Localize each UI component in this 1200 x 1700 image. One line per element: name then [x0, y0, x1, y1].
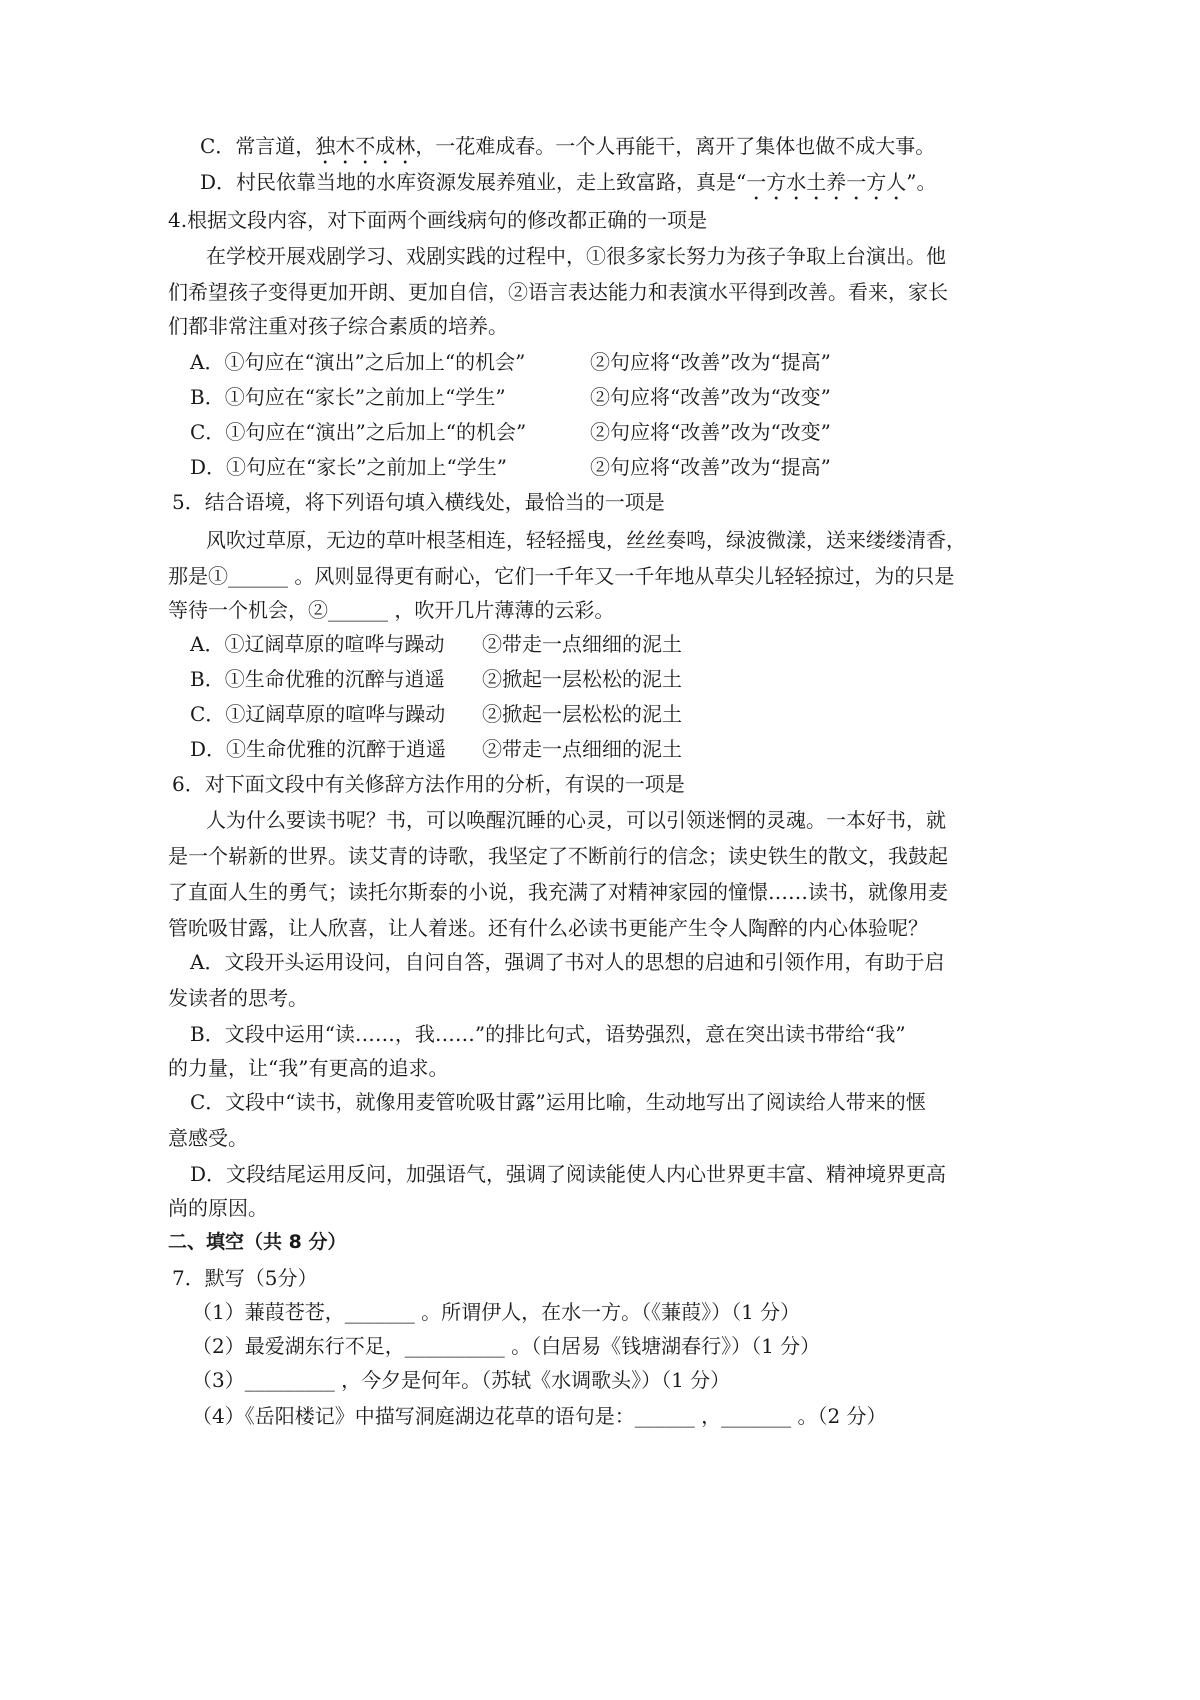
q6-option-b-line2: 的力量，让“我”有更高的追求。: [168, 1056, 449, 1080]
option-label: D．: [190, 737, 227, 761]
option-part-2: ②句应将“改善”改为“改变”: [590, 420, 831, 444]
q4-option-c: [190, 418, 831, 446]
q4-passage-line: 们都非常注重对孩子综合素质的培养。: [168, 314, 508, 338]
q6-passage-line: 管吮吸甘露，让人欣喜，让人着迷。还有什么必读书更能产生令人陶醉的内心体验呢？: [168, 916, 928, 940]
option-label: D．: [190, 455, 227, 479]
question-4-stem: 4.根据文段内容，对下面两个画线病句的修改都正确的一项是: [168, 208, 708, 232]
option-text: 常言道，: [235, 134, 316, 158]
q4-option-d: [190, 453, 831, 481]
option-label: C．: [200, 134, 236, 158]
q3-option-c: [200, 132, 935, 169]
q6-option-a-line1: A．文段开头运用设问，自问自答，强调了书对人的思想的启迪和引领作用，有助于启: [190, 950, 945, 974]
option-part-1: ①句应在“演出”之后加上“的机会”: [225, 420, 527, 444]
option-part-1: ①辽阔草原的喧哗与躁动: [225, 702, 446, 726]
option-part-1: ①句应在“家长”之前加上“学生”: [224, 385, 506, 409]
q6-option-c-line1: C．文段中“读书，就像用麦管吮吸甘露”运用比喻，生动地写出了阅读给人带来的惬: [190, 1090, 926, 1114]
option-part-2: ②带走一点细细的泥土: [482, 632, 682, 656]
option-part-1: ①辽阔草原的喧哗与躁动: [224, 632, 445, 656]
q6-passage-line: 人为什么要读书呢？书，可以唤醒沉睡的心灵，可以引领迷惘的灵魂。一本好书，就: [206, 808, 946, 832]
option-label: B．: [190, 667, 225, 691]
option-part-2: ②句应将“改善”改为“提高”: [590, 455, 831, 479]
q6-passage-line: 是一个崭新的世界。读艾青的诗歌，我坚定了不断前行的信念；读史铁生的散文，我鼓起: [168, 844, 948, 868]
option-text: ，一花难成春。一个人再能干，离开了集体也做不成大事。: [415, 134, 936, 158]
option-part-2: ②掀起一层松松的泥土: [482, 667, 682, 691]
q6-option-a-line2: 发读者的思考。: [168, 986, 308, 1010]
q5-option-c: [190, 700, 682, 728]
question-6-stem: 6．对下面文段中有关修辞方法作用的分析，有误的一项是: [172, 772, 685, 796]
q7-item: （1）蒹葭苍苍，_______ 。所谓伊人，在水一方。（《蒹葭》）（1 分）: [192, 1300, 801, 1324]
q4-passage-line: 们希望孩子变得更加开朗、更加自信，②语言表达能力和表演水平得到改善。看来，家长: [168, 280, 948, 304]
option-label: A．: [190, 350, 225, 374]
option-part-2: ②句应将“改善”改为“改变”: [590, 385, 831, 409]
option-text: ”。: [906, 170, 937, 194]
question-7-stem: 7．默写（5分）: [172, 1266, 318, 1290]
q7-item: （3）_________ ，今夕是何年。（苏轼《水调歌头》）（1 分）: [192, 1368, 731, 1392]
q5-option-d: [190, 735, 682, 763]
q6-option-c-line2: 意感受。: [168, 1126, 248, 1150]
option-part-2: ②掀起一层松松的泥土: [482, 702, 682, 726]
q5-option-a: [190, 630, 682, 658]
q4-passage-line: 在学校开展戏剧学习、戏剧实践的过程中，①很多家长努力为孩子争取上台演出。他: [206, 244, 946, 268]
option-part-1: ①句应在“演出”之后加上“的机会”: [224, 350, 526, 374]
option-part-1: ①生命优雅的沉醉于逍遥: [226, 737, 447, 761]
option-part-1: ①句应在“家长”之前加上“学生”: [226, 455, 507, 479]
option-label: B．: [190, 385, 225, 409]
q6-option-b-line1: B．文段中运用“读……，我……”的排比句式，语势强烈，意在突出读书带给“我”: [190, 1022, 906, 1046]
question-5-stem: 5．结合语境，将下列语句填入横线处，最恰当的一项是: [172, 490, 665, 514]
q3-option-d: [200, 168, 937, 205]
q6-option-d-line1: D．文段结尾运用反问，加强语气，强调了阅读能使人内心世界更丰富、精神境界更高: [190, 1162, 947, 1186]
option-label: A．: [190, 632, 225, 656]
q5-passage-line: 风吹过草原，无边的草叶根茎相连，轻轻摇曳，丝丝奏鸣，绿波微漾，送来缕缕清香，: [206, 528, 966, 552]
option-label: C．: [190, 702, 226, 726]
option-part-2: ②句应将“改善”改为“提高”: [590, 350, 831, 374]
q5-passage-line: 等待一个机会，②______ ，吹开几片薄薄的云彩。: [168, 598, 615, 622]
q6-passage-line: 了直面人生的勇气；读托尔斯泰的小说，我充满了对精神家园的憧憬……读书，就像用麦: [168, 880, 948, 904]
q5-option-b: [190, 665, 682, 693]
emphasized-idiom: 一方水土养一方人: [746, 170, 907, 194]
q6-option-d-line2: 尚的原因。: [168, 1196, 268, 1220]
q7-item: （2）最爱湖东行不足，__________ 。（白居易《钱塘湖春行》）（1 分）: [192, 1334, 821, 1358]
q5-passage-line: 那是①______ 。风则显得更有耐心，它们一千年又一千年地从草尖儿轻轻掠过，为的只是: [168, 564, 955, 588]
section-heading: 二、填空（共 8 分）: [168, 1231, 347, 1253]
option-part-2: ②带走一点细细的泥土: [482, 737, 682, 761]
option-label: C．: [190, 420, 226, 444]
q4-option-a: [190, 348, 831, 376]
option-part-1: ①生命优雅的沉醉与逍遥: [224, 667, 445, 691]
q7-item: （4）《岳阳楼记》中描写洞庭湖边花草的语句是：______ ，_______ 。（2 分）: [192, 1404, 887, 1428]
option-label: D．: [200, 170, 237, 194]
option-text: 村民依靠当地的水库资源发展养殖业，走上致富路，真是“: [236, 170, 747, 194]
emphasized-idiom: 独木不成林: [315, 134, 416, 158]
q4-option-b: [190, 383, 831, 411]
